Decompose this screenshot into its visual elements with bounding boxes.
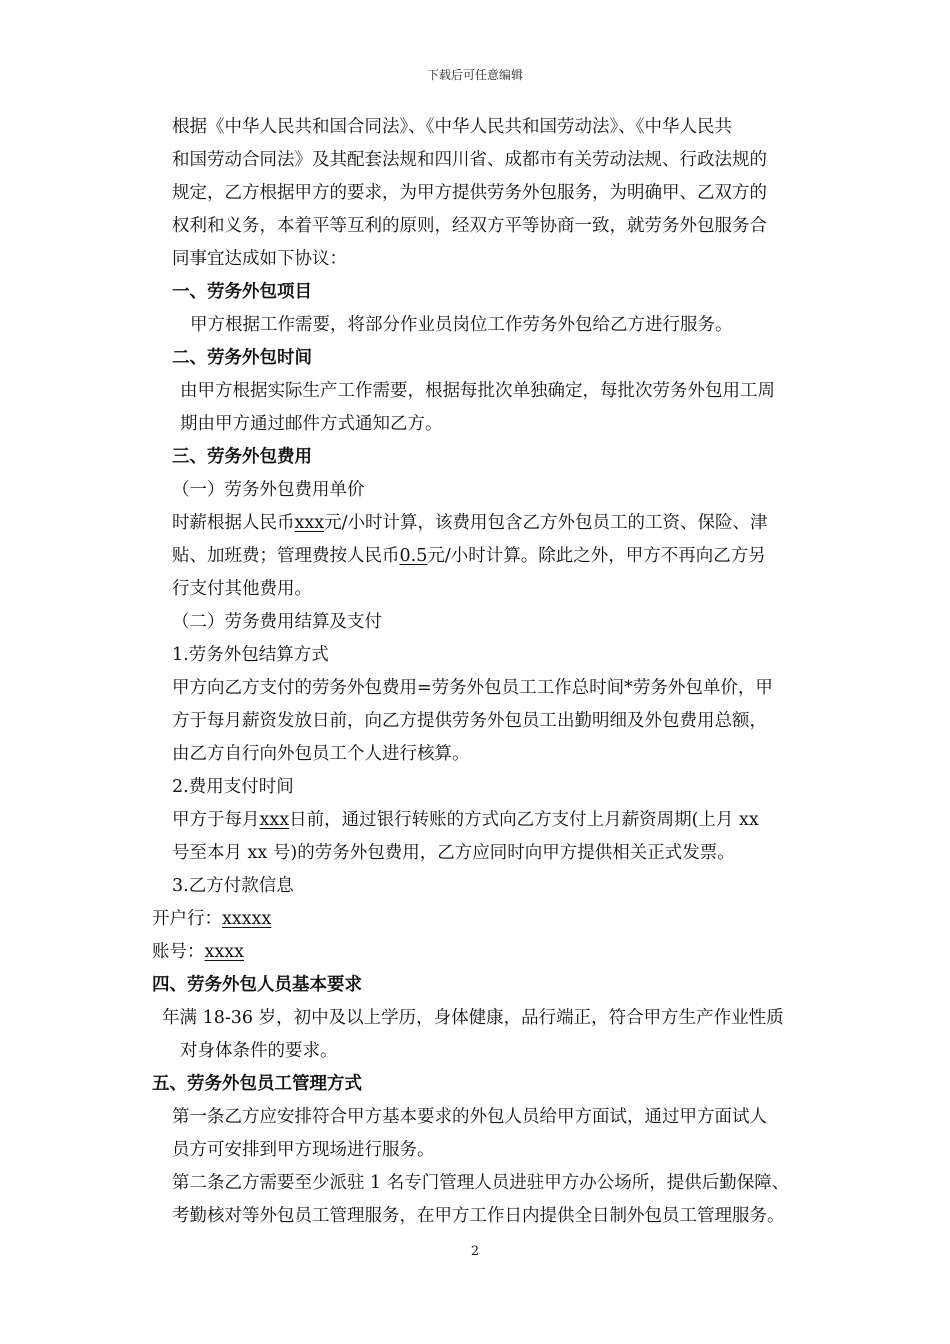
section-3-title: 三、劳务外包费用: [172, 447, 312, 467]
fee-line-3: 行支付其他费用。: [172, 579, 312, 599]
article-1-line-2: 员方可安排到甲方现场进行服务。: [172, 1140, 435, 1160]
section-2-body-2: 期由甲方通过邮件方式通知乙方。: [180, 414, 443, 434]
section-4-body-2: 对身体条件的要求。: [180, 1041, 338, 1061]
payment-time-suffix: 日前，通过银行转账的方式向乙方支付上月薪资周期(上月 xx: [289, 810, 759, 830]
payment-time-prefix: 甲方于每月: [172, 810, 260, 830]
payment-time-title: 2.费用支付时间: [172, 777, 294, 797]
fee-line-2: [172, 545, 766, 567]
fee-line-1-prefix: 时薪根据人民币: [172, 513, 295, 533]
hourly-rate-value: xxx: [294, 513, 325, 533]
section-1-body: 甲方根据工作需要，将部分作业员岗位工作劳务外包给乙方进行服务。: [190, 315, 733, 335]
intro-line-4: 权利和义务，本着平等互利的原则，经双方平等协商一致，就劳务外包服务合: [172, 216, 767, 236]
account-line: [152, 941, 244, 963]
fee-line-2-suffix: 元/小时计算。除此之外，甲方不再向乙方另: [427, 546, 766, 566]
intro-line-2: 和国劳动合同法》及其配套法规和四川省、成都市有关劳动法规、行政法规的: [172, 150, 767, 170]
account-value: xxxx: [204, 942, 244, 962]
settlement-method-body-1: 甲方向乙方支付的劳务外包费用=劳务外包员工工作总时间*劳务外包单价，甲: [172, 678, 773, 698]
intro-line-3: 规定，乙方根据甲方的要求，为甲方提供劳务外包服务，为明确甲、乙双方的: [172, 183, 767, 203]
bank-value: xxxxx: [222, 909, 272, 929]
article-2-line-1: 第二条乙方需要至少派驻 1 名专门管理人员进驻甲方办公场所，提供后勤保障、: [172, 1173, 790, 1193]
settlement-method-body-2: 方于每月薪资发放日前，向乙方提供劳务外包员工出勤明细及外包费用总额，: [172, 711, 767, 731]
account-label: 账号：: [152, 942, 205, 962]
article-1-line-1: 第一条乙方应安排符合甲方基本要求的外包人员给甲方面试，通过甲方面试人: [172, 1107, 767, 1127]
page-header: 下载后可任意编辑: [426, 68, 523, 82]
page-number: 2: [470, 1244, 480, 1259]
settlement-method-body-3: 由乙方自行向外包员工个人进行核算。: [172, 744, 470, 764]
fee-unit-price-heading: （一）劳务外包费用单价: [172, 480, 365, 500]
section-4-title: 四、劳务外包人员基本要求: [152, 975, 362, 995]
bank-label: 开户行：: [152, 909, 222, 929]
fee-line-1-suffix: 元/小时计算，该费用包含乙方外包员工的工资、保险、津: [324, 513, 768, 533]
bank-line: [152, 908, 271, 930]
article-2-line-2: 考勤核对等外包员工管理服务，在甲方工作日内提供全日制外包员工管理服务。: [172, 1206, 785, 1226]
payment-day-value: xxx: [259, 810, 290, 830]
section-1-title: 一、劳务外包项目: [172, 282, 312, 302]
payment-info-title: 3.乙方付款信息: [172, 876, 294, 896]
management-fee-value: 0.5: [399, 546, 428, 566]
fee-line-1: [172, 512, 768, 534]
payment-time-line-1: [172, 809, 759, 831]
intro-line-1: 根据《中华人民共和国合同法》、《中华人民共和国劳动法》、《中华人民共: [172, 117, 732, 137]
settlement-heading: （二）劳务费用结算及支付: [172, 612, 382, 632]
intro-line-5: 同事宜达成如下协议：: [172, 249, 347, 269]
payment-time-line-2: 号至本月 xx 号)的劳务外包费用，乙方应同时向甲方提供相关正式发票。: [172, 843, 735, 863]
fee-line-2-prefix: 贴、加班费；管理费按人民币: [172, 546, 400, 566]
section-2-body-1: 由甲方根据实际生产工作需要，根据每批次单独确定，每批次劳务外包用工周: [180, 381, 775, 401]
section-4-body-1: 年满 18-36 岁，初中及以上学历，身体健康，品行端正，符合甲方生产作业性质: [162, 1008, 784, 1028]
section-5-title: 五、劳务外包员工管理方式: [152, 1074, 362, 1094]
section-2-title: 二、劳务外包时间: [172, 348, 312, 368]
settlement-method-title: 1.劳务外包结算方式: [172, 645, 329, 665]
